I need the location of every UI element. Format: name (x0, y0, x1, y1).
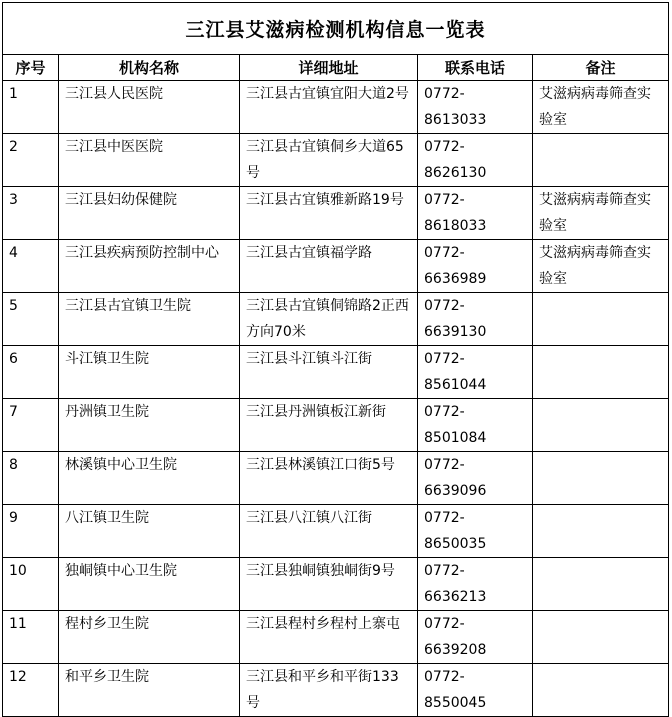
row-seq: 8 (3, 452, 59, 505)
row-seq: 2 (3, 134, 59, 187)
row-note: 艾滋病病毒筛查实验室 (533, 240, 669, 293)
table-row (3, 664, 669, 717)
row-note (533, 399, 669, 452)
row-phone: 0772-8613033 (418, 81, 533, 134)
row-address: 三江县丹洲镇板江新街 (240, 399, 418, 452)
table-row (3, 346, 669, 399)
row-note (533, 346, 669, 399)
header-name: 机构名称 (59, 55, 240, 81)
row-address: 三江县古宜镇宜阳大道2号 (240, 81, 418, 134)
row-name: 三江县人民医院 (59, 81, 240, 134)
row-phone: 0772-8618033 (418, 187, 533, 240)
row-phone: 0772-6639208 (418, 611, 533, 664)
row-seq: 9 (3, 505, 59, 558)
table-row (3, 293, 669, 346)
row-address: 三江县程村乡程村上寨屯 (240, 611, 418, 664)
row-note: 艾滋病病毒筛查实验室 (533, 81, 669, 134)
row-address: 三江县古宜镇侗乡大道65号 (240, 134, 418, 187)
row-note (533, 134, 669, 187)
header-note: 备注 (533, 55, 669, 81)
row-phone: 0772-8550045 (418, 664, 533, 717)
table-row (3, 81, 669, 134)
row-note (533, 558, 669, 611)
table-row (3, 399, 669, 452)
row-name: 独峒镇中心卫生院 (59, 558, 240, 611)
row-address: 三江县古宜镇雅新路19号 (240, 187, 418, 240)
row-phone: 0772-6636213 (418, 558, 533, 611)
row-name: 八江镇卫生院 (59, 505, 240, 558)
row-name: 斗江镇卫生院 (59, 346, 240, 399)
row-address: 三江县古宜镇福学路 (240, 240, 418, 293)
row-name: 三江县中医医院 (59, 134, 240, 187)
row-note (533, 293, 669, 346)
row-address: 三江县独峒镇独峒街9号 (240, 558, 418, 611)
row-note: 艾滋病病毒筛查实验室 (533, 187, 669, 240)
row-name: 三江县古宜镇卫生院 (59, 293, 240, 346)
row-address: 三江县斗江镇斗江街 (240, 346, 418, 399)
row-seq: 12 (3, 664, 59, 717)
row-address: 三江县古宜镇侗锦路2正西方向70米 (240, 293, 418, 346)
row-seq: 11 (3, 611, 59, 664)
header-address: 详细地址 (240, 55, 418, 81)
table-row (3, 452, 669, 505)
row-address: 三江县八江镇八江街 (240, 505, 418, 558)
row-name: 程村乡卫生院 (59, 611, 240, 664)
table-row (3, 558, 669, 611)
row-seq: 3 (3, 187, 59, 240)
row-address: 三江县林溪镇江口街5号 (240, 452, 418, 505)
row-phone: 0772-6636989 (418, 240, 533, 293)
row-seq: 1 (3, 81, 59, 134)
header-phone: 联系电话 (418, 55, 533, 81)
row-name: 三江县妇幼保健院 (59, 187, 240, 240)
row-seq: 5 (3, 293, 59, 346)
table-row (3, 505, 669, 558)
row-name: 三江县疾病预防控制中心 (59, 240, 240, 293)
institution-table (2, 2, 669, 717)
row-phone: 0772-6639130 (418, 293, 533, 346)
table-header-row (3, 55, 669, 81)
row-note (533, 664, 669, 717)
table-row (3, 240, 669, 293)
table-row (3, 187, 669, 240)
row-name: 林溪镇中心卫生院 (59, 452, 240, 505)
row-phone: 0772-8650035 (418, 505, 533, 558)
row-seq: 7 (3, 399, 59, 452)
row-address: 三江县和平乡和平街133号 (240, 664, 418, 717)
row-seq: 4 (3, 240, 59, 293)
row-phone: 0772-8626130 (418, 134, 533, 187)
row-note (533, 452, 669, 505)
header-seq: 序号 (3, 55, 59, 81)
table-title: 三江县艾滋病检测机构信息一览表 (3, 3, 669, 55)
row-seq: 10 (3, 558, 59, 611)
row-note (533, 505, 669, 558)
row-name: 和平乡卫生院 (59, 664, 240, 717)
row-name: 丹洲镇卫生院 (59, 399, 240, 452)
row-phone: 0772-6639096 (418, 452, 533, 505)
row-phone: 0772-8561044 (418, 346, 533, 399)
row-phone: 0772-8501084 (418, 399, 533, 452)
table-row (3, 134, 669, 187)
table-row (3, 611, 669, 664)
row-note (533, 611, 669, 664)
row-seq: 6 (3, 346, 59, 399)
